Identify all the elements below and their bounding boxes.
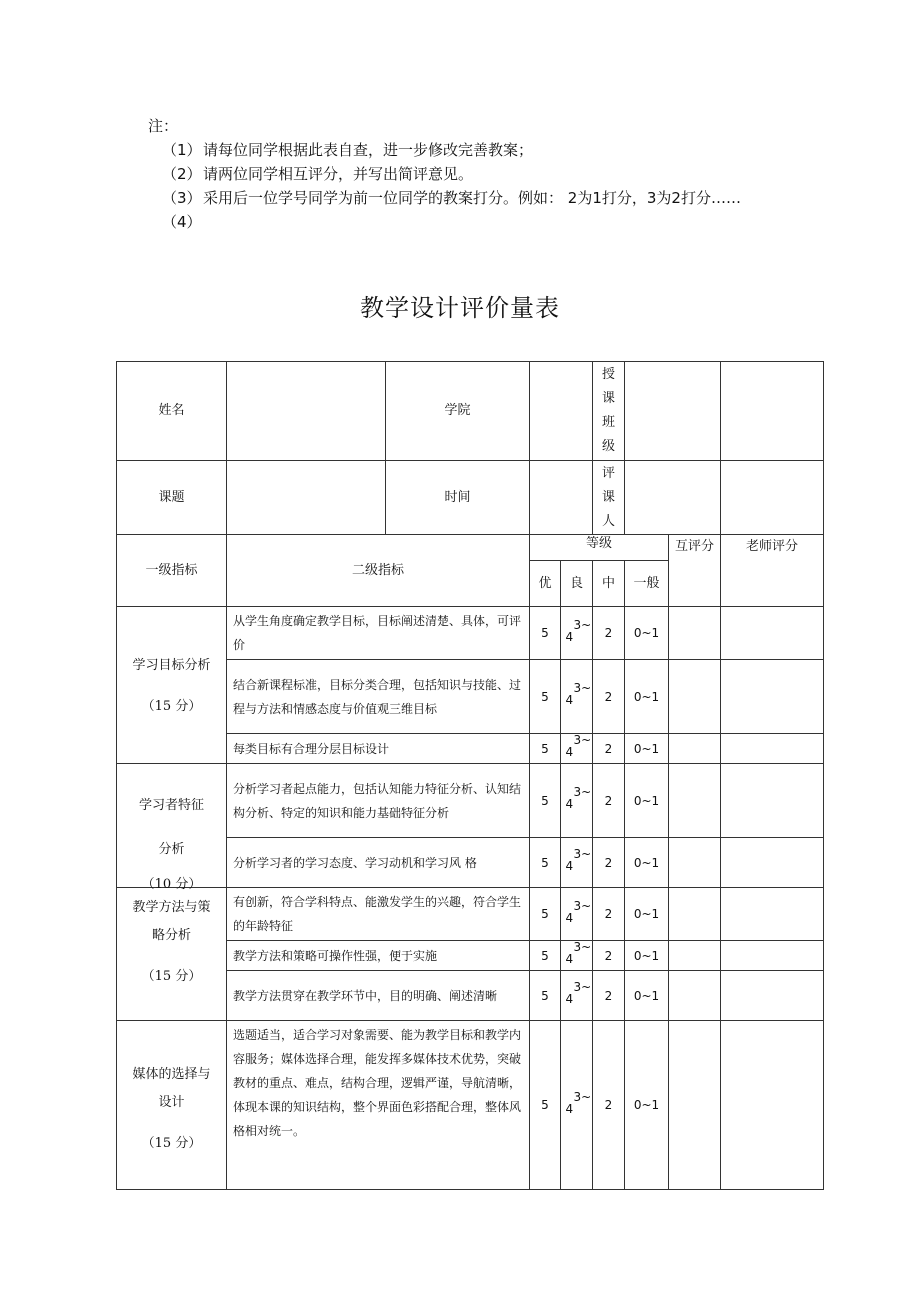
topic-value-cell[interactable] (227, 461, 386, 535)
category-points: （10 分） (141, 877, 202, 892)
reviewer-label-cell (593, 461, 625, 535)
category-cell (117, 888, 227, 1021)
score-excellent: 5 (530, 1021, 561, 1190)
score-good-cell (561, 888, 593, 941)
score-good: 3~ 4 (565, 940, 592, 966)
score-fair: 0~1 (625, 607, 669, 660)
score-good: 3~ 4 (565, 733, 592, 759)
score-fair: 0~1 (625, 764, 669, 838)
teacher-score-cell[interactable] (721, 734, 824, 764)
score-medium: 2 (593, 734, 625, 764)
score-good-cell (561, 660, 593, 734)
score-good: 3~ 4 (565, 1089, 592, 1116)
teacher-score-cell[interactable] (721, 607, 824, 660)
score-medium: 2 (593, 660, 625, 734)
note-item (148, 162, 763, 186)
teacher-score-cell[interactable] (721, 764, 824, 838)
teacher-score-cell[interactable] (721, 1021, 824, 1190)
category-points: （15 分） (141, 699, 202, 714)
score-medium: 2 (593, 764, 625, 838)
teacher-score-cell[interactable] (721, 838, 824, 888)
score-good: 3~ 4 (565, 681, 592, 707)
note-number: （3） (162, 189, 202, 207)
peer-score-header: 互评分 (669, 535, 721, 607)
notes-title: 注： (148, 117, 179, 135)
level1-header: 一级指标 (117, 535, 227, 607)
criterion-text: 分析学习者起点能力，包括认知能力特征分析、认知结构分析、特定的知识和能力基础特征分析 (227, 764, 530, 838)
score-excellent: 5 (530, 660, 561, 734)
score-good: 3~ 4 (565, 617, 592, 644)
teacher-score-cell[interactable] (721, 888, 824, 941)
page-title: 教学设计评价量表 (360, 294, 560, 322)
criterion-text: 结合新课程标准，目标分类合理，包括知识与技能、过程与方法和情感态度与价值观三维目标 (227, 660, 530, 734)
info-row-topic (117, 461, 824, 535)
score-good-cell (561, 941, 593, 971)
peer-score-cell[interactable] (669, 1021, 721, 1190)
peer-score-cell[interactable] (669, 734, 721, 764)
score-fair: 0~1 (625, 838, 669, 888)
teacher-score-cell[interactable] (721, 971, 824, 1021)
criterion-text: 有创新，符合学科特点、能激发学生的兴趣，符合学生的年龄特征 (227, 888, 530, 941)
score-excellent: 5 (530, 607, 561, 660)
score-good-cell (561, 607, 593, 660)
class-label-cell (593, 362, 625, 461)
score-excellent: 5 (530, 888, 561, 941)
teacher-score-header: 老师评分 (721, 535, 824, 607)
score-excellent: 5 (530, 971, 561, 1021)
score-excellent: 5 (530, 764, 561, 838)
time-label: 时间 (386, 461, 530, 535)
score-fair: 0~1 (625, 888, 669, 941)
score-good-cell (561, 838, 593, 888)
category-name: 教学方法与策略分析 (132, 900, 211, 943)
extra-cell[interactable] (721, 362, 824, 461)
note-number: （4） (162, 213, 202, 231)
note-item (148, 138, 763, 162)
table-row (117, 888, 824, 941)
score-good: 3~ 4 (565, 785, 592, 811)
score-fair: 0~1 (625, 660, 669, 734)
peer-score-cell[interactable] (669, 941, 721, 971)
class-label: 授课班级 (601, 367, 615, 454)
category-name: 学习者特征分析 (138, 798, 204, 857)
note-text: 请两位同学相互评分，并写出简评意见。 (203, 165, 474, 183)
college-label: 学院 (386, 362, 530, 461)
teacher-score-cell[interactable] (721, 660, 824, 734)
score-fair: 0~1 (625, 971, 669, 1021)
name-value-cell[interactable] (227, 362, 386, 461)
score-excellent: 5 (530, 838, 561, 888)
table-row (117, 607, 824, 660)
category-cell (117, 764, 227, 892)
info-row-name (117, 362, 824, 461)
time-value-cell[interactable] (530, 461, 593, 535)
score-medium: 2 (593, 971, 625, 1021)
score-good: 3~ 4 (565, 847, 592, 873)
category-name: 学习目标分析 (132, 658, 211, 673)
criterion-text: 从学生角度确定教学目标，目标阐述清楚、具体，可评价 (227, 607, 530, 660)
criterion-text: 每类目标有合理分层目标设计 (227, 734, 530, 764)
category-points: （15 分） (141, 1136, 202, 1151)
grade-fair-label: 一般 (625, 561, 669, 607)
table-row (117, 764, 824, 838)
score-good-cell (561, 734, 593, 764)
table-row (117, 1021, 824, 1190)
criteria-header-row (117, 535, 824, 561)
score-medium: 2 (593, 941, 625, 971)
criterion-text: 分析学习者的学习态度、学习动机和学习风 格 (227, 838, 530, 888)
note-text: 采用后一位学号同学为前一位同学的教案打分。例如： 2为1打分，3为2打分…… (203, 189, 741, 207)
evaluation-table (116, 361, 824, 1190)
category-name: 媒体的选择与设计 (132, 1067, 211, 1110)
criterion-text: 选题适当，适合学习对象需要、能为教学目标和教学内容服务；媒体选择合理，能发挥多媒体技术优势，突破教材的重点、难点，结构合理，逻辑严谨，导航清晰，体现本课的知识结构，整个界面色彩搭配合理，整体风格相对统一。 (227, 1021, 530, 1190)
note-item (148, 186, 748, 210)
score-fair: 0~1 (625, 941, 669, 971)
score-medium: 2 (593, 888, 625, 941)
criterion-text: 教学方法和策略可操作性强，便于实施 (227, 941, 530, 971)
peer-score-cell[interactable] (669, 838, 721, 888)
score-excellent: 5 (530, 941, 561, 971)
college-value-cell[interactable] (530, 362, 593, 461)
topic-label: 课题 (117, 461, 227, 535)
name-label: 姓名 (117, 362, 227, 461)
grade-excellent-label: 优 (530, 561, 561, 607)
note-number: （2） (162, 165, 202, 183)
peer-score-cell[interactable] (669, 764, 721, 838)
category-cell (117, 607, 227, 764)
score-excellent: 5 (530, 734, 561, 764)
peer-score-cell[interactable] (669, 971, 721, 1021)
note-text: 请每位同学根据此表自查，进一步修改完善教案； (203, 141, 534, 159)
score-fair: 0~1 (625, 734, 669, 764)
peer-score-cell[interactable] (669, 660, 721, 734)
reviewer-label: 评课人 (601, 465, 615, 529)
class-value-cell[interactable] (625, 362, 721, 461)
grade-medium-label: 中 (593, 561, 625, 607)
criterion-text: 教学方法贯穿在教学环节中，目的明确、阐述清晰 (227, 971, 530, 1021)
score-good-cell (561, 764, 593, 838)
peer-score-cell[interactable] (669, 888, 721, 941)
grade-header: 等级 (530, 535, 669, 561)
teacher-score-cell[interactable] (721, 941, 824, 971)
score-good-cell (561, 971, 593, 1021)
category-cell (117, 1021, 227, 1190)
notes-section (148, 114, 763, 231)
level2-header: 二级指标 (227, 535, 530, 607)
score-good-cell (561, 1021, 593, 1190)
extra-cell[interactable] (721, 461, 824, 535)
score-medium: 2 (593, 1021, 625, 1190)
peer-score-cell[interactable] (669, 607, 721, 660)
score-good: 3~ 4 (565, 980, 592, 1006)
grade-good-label: 良 (561, 561, 593, 607)
score-medium: 2 (593, 838, 625, 888)
score-medium: 2 (593, 607, 625, 660)
score-good: 3~ 4 (565, 898, 592, 925)
note-number: （1） (162, 141, 202, 159)
reviewer-value-cell[interactable] (625, 461, 721, 535)
score-fair: 0~1 (625, 1021, 669, 1190)
category-points: （15 分） (141, 969, 202, 984)
